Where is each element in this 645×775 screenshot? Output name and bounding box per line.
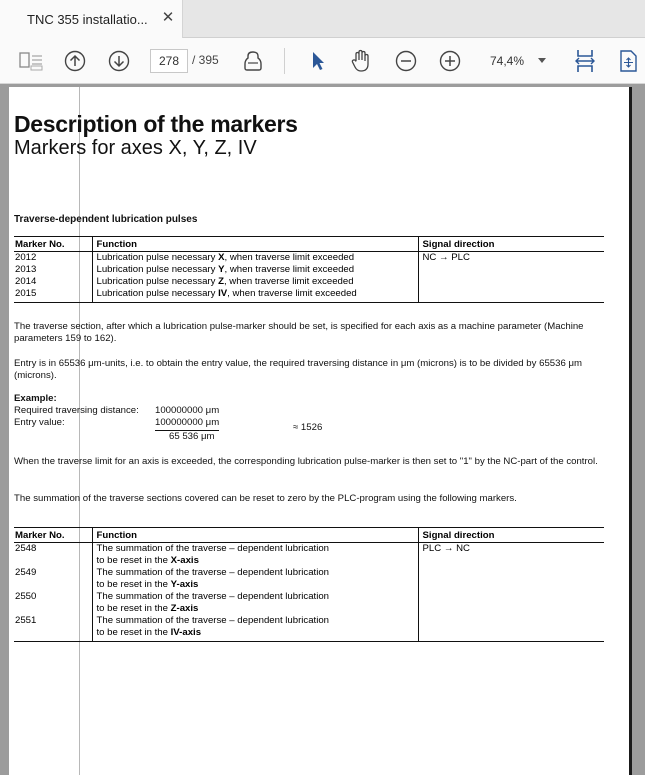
function-text: , when traverse limit exceeded [223,276,354,287]
column-header: Function [92,528,418,543]
paragraph: When the traverse limit for an axis is exceeded, the corresponding lubrication pulse-marker is then set to "1" by the NC-part of the control. [14,456,598,467]
function-text: , when traverse limit exceeded [227,288,357,299]
chevron-down-icon [538,58,546,63]
axis-name: IV-axis [170,627,202,638]
function-text: to be reset in the [96,627,171,638]
hand-tool-icon[interactable] [346,38,376,84]
marker-number: 2551 [15,615,37,626]
marker-number: 2014 [15,276,37,287]
paragraph: Entry is in 65536 μm-units, i.e. to obtain the entry value, the required traversing distance in μm (microns) is to be divided by 65536 μm (microns). [14,358,582,381]
page-title: Description of the markers [14,111,298,137]
example-line-label: Required traversing distance: [14,405,139,416]
signal-direction-cell [418,288,604,303]
function-text: The summation of the traverse – dependent lubrication [96,567,330,578]
function-text: Lubrication pulse necessary [96,264,219,275]
signal-direction: NC → PLC [422,252,470,263]
marker-number: 2015 [15,288,37,299]
read-aloud-icon[interactable] [238,38,268,84]
column-header: Signal direction [418,528,604,543]
scan-line-artifact [79,87,80,775]
page-number-input[interactable]: 278 [150,49,188,73]
function-cell [92,543,418,568]
toolbar-separator [284,48,285,74]
axis-name: X-axis [170,555,199,566]
table-row [14,276,604,288]
paragraph: The traverse section, after which a lubrication pulse-marker should be set, is specified for each axis as a machine parameter (Machine parameters 159 to 162). [14,321,584,344]
fit-page-icon[interactable] [570,38,600,84]
marker-number-cell [14,252,92,265]
marker-number-cell [14,543,92,568]
function-text: to be reset in the [96,555,171,566]
table-header-row [14,237,604,252]
example-line-value: 100000000 μm [155,405,220,416]
column-header: Signal direction [418,237,604,252]
marker-number: 2548 [15,543,37,554]
fraction-denominator: 65 536 μm [169,431,215,442]
signal-direction-cell [418,567,604,591]
function-text: Lubrication pulse necessary [96,252,219,263]
thumbnails-icon[interactable] [14,38,48,84]
marker-number-cell [14,264,92,276]
example-label: Example: [14,393,57,404]
marker-number: 2549 [15,567,37,578]
axis-name: X [218,252,225,263]
column-header: Marker No. [14,528,92,543]
column-header: Function [92,237,418,252]
function-cell [92,264,418,276]
pdf-page [9,87,629,775]
function-text: to be reset in the [96,579,171,590]
section-heading: Traverse-dependent lubrication pulses [14,214,198,225]
signal-direction-cell [418,264,604,276]
function-text: Lubrication pulse necessary [96,276,219,287]
zoom-in-icon[interactable] [436,38,464,84]
marker-number: 2012 [15,252,37,263]
marker-number: 2550 [15,591,37,602]
function-cell [92,591,418,615]
example-line-label: Entry value: [14,417,65,428]
function-text: The summation of the traverse – dependent lubrication [96,615,330,626]
function-text: The summation of the traverse – dependent lubrication [96,591,330,602]
axis-name: Z-axis [170,603,199,614]
table-header-row [14,528,604,543]
column-header: Marker No. [14,237,92,252]
axis-name: IV [218,288,228,299]
lubrication-markers-table [14,236,604,303]
paragraph: The summation of the traverse sections covered can be reset to zero by the PLC-program using the following markers. [14,493,517,504]
document-tab[interactable] [0,0,183,38]
function-text: The summation of the traverse – dependent lubrication [96,543,330,554]
zoom-value: 74,4% [490,54,525,68]
select-tool-icon[interactable] [304,38,332,84]
function-cell [92,615,418,642]
previous-page-icon[interactable] [60,38,90,84]
marker-number-cell [14,276,92,288]
tab-title: TNC 355 installatio... [27,12,148,27]
marker-number-cell [14,567,92,591]
next-page-icon[interactable] [104,38,134,84]
document-viewer[interactable] [0,84,645,775]
tab-bar [0,0,645,38]
table-row [14,543,604,568]
function-text: , when traverse limit exceeded [224,252,355,263]
axis-name: Z [218,276,224,287]
zoom-out-icon[interactable] [392,38,420,84]
axis-name: Y [218,264,225,275]
table-row [14,615,604,642]
function-text: Lubrication pulse necessary [96,288,219,299]
example-result: ≈ 1526 [293,422,323,433]
rotate-view-icon[interactable] [614,38,642,84]
table-row [14,264,604,276]
signal-direction-cell [418,252,604,265]
zoom-select[interactable] [480,49,552,73]
function-text: , when traverse limit exceeded [224,264,355,275]
function-cell [92,567,418,591]
axis-name: Y-axis [170,579,199,590]
marker-number-cell [14,615,92,642]
signal-direction-cell [418,276,604,288]
page-subtitle: Markers for axes X, Y, Z, IV [14,137,257,159]
table-row [14,288,604,303]
table-row [14,252,604,265]
page-edge-shadow [629,87,632,775]
signal-direction-cell [418,615,604,642]
table-row [14,591,604,615]
marker-number-cell [14,288,92,303]
marker-number-cell [14,591,92,615]
marker-number: 2013 [15,264,37,275]
reset-markers-table [14,527,604,642]
signal-direction-cell [418,543,604,568]
fraction-numerator: 100000000 μm [155,417,219,431]
function-cell [92,288,418,303]
signal-direction: PLC → NC [422,543,470,554]
signal-direction-cell [418,591,604,615]
function-cell [92,276,418,288]
table-row [14,567,604,591]
page-total: / 395 [192,53,219,67]
toolbar [0,38,645,84]
function-text: to be reset in the [96,603,171,614]
close-tab-icon[interactable]: ✕ [161,9,175,26]
function-cell [92,252,418,265]
